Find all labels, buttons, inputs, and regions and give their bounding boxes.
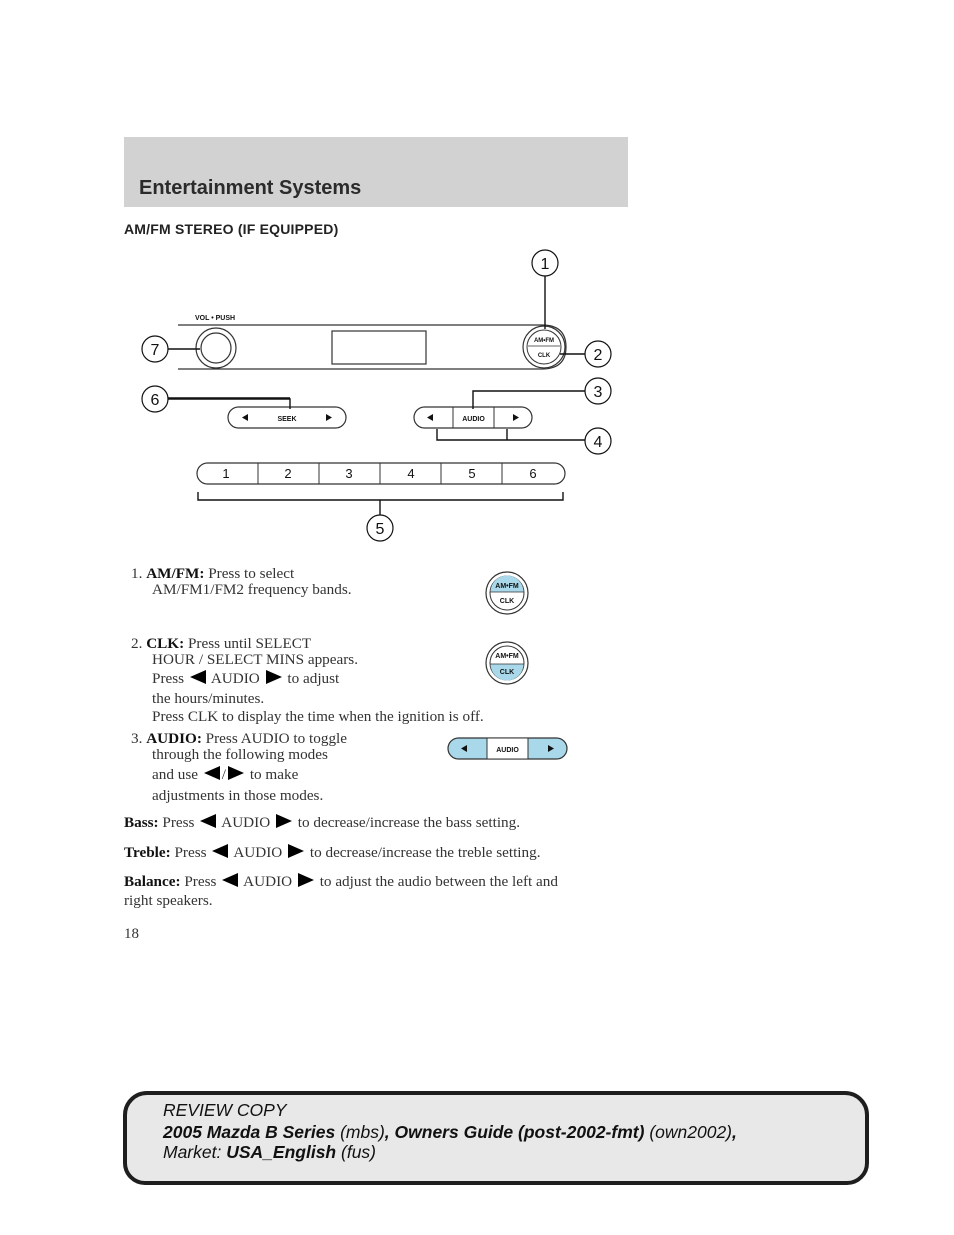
right-arrow-icon	[298, 873, 314, 887]
audio-left-arrow	[427, 414, 433, 421]
preset-bar	[197, 463, 565, 484]
item-audio-term: AUDIO:	[146, 730, 202, 747]
clk-label: CLK	[537, 353, 551, 359]
header-band	[124, 137, 628, 207]
volume-knob	[196, 328, 236, 368]
left-arrow-icon	[222, 873, 238, 887]
left-arrow-icon	[212, 844, 228, 858]
callout-3: 3	[593, 384, 603, 401]
volume-knob-inner	[201, 333, 231, 363]
seek-left-arrow	[242, 414, 248, 421]
clk-button-icon	[484, 641, 532, 687]
section-title: AM/FM STEREO (IF EQUIPPED)	[124, 221, 339, 237]
callout-2: 2	[593, 347, 603, 364]
preset-5: 5	[468, 466, 476, 481]
item-amfm-term: AM/FM:	[146, 565, 205, 582]
review-copy-label: REVIEW COPY	[163, 1100, 287, 1120]
amfm-clk-button	[523, 326, 565, 368]
item-clk-line3: Press AUDIO to adjust	[152, 670, 340, 687]
svg-text:AUDIO: AUDIO	[496, 747, 519, 754]
item-clk-term: CLK:	[146, 635, 185, 652]
amfm-label: AM•FM	[533, 338, 555, 344]
item-clk-line2: HOUR / SELECT MINS appears.	[152, 651, 359, 668]
seek-label: SEEK	[277, 416, 297, 423]
mode-balance-line2: right speakers.	[124, 892, 213, 909]
item-audio-line1: 3. AUDIO: Press AUDIO to toggle	[131, 730, 347, 747]
footer-market-line: Market: USA_English (fus)	[163, 1142, 376, 1162]
left-arrow-icon	[200, 814, 216, 828]
left-arrow-icon	[204, 766, 220, 780]
callout-1: 1	[540, 256, 550, 273]
preset-1: 1	[222, 466, 230, 481]
display-window	[332, 331, 426, 364]
item-audio-line3: and use / to make	[152, 766, 299, 783]
footer-model-line: 2005 Mazda B Series (mbs), Owners Guide (post-2002-fmt) (own2002),	[163, 1122, 737, 1142]
svg-text:CLK: CLK	[499, 598, 515, 605]
audio-label: AUDIO	[462, 416, 485, 423]
preset-2: 2	[284, 466, 292, 481]
item-audio-line2: through the following modes	[152, 746, 328, 763]
item-audio-line4: adjustments in those modes.	[152, 787, 324, 804]
svg-text:AM•FM: AM•FM	[495, 653, 519, 660]
right-arrow-icon	[228, 766, 244, 780]
item-clk-line1: 2. CLK: Press until SELECT	[131, 635, 312, 652]
svg-text:AM•FM: AM•FM	[495, 583, 519, 590]
audio-right-arrow	[513, 414, 519, 421]
amfm-button-icon	[484, 571, 532, 617]
left-arrow-icon	[190, 670, 206, 684]
review-copy-box	[123, 1091, 869, 1185]
right-arrow-icon	[276, 814, 292, 828]
audio-button-icon	[447, 736, 569, 762]
callout-6: 6	[150, 392, 160, 409]
item-clk-line5: Press CLK to display the time when the ignition is off.	[152, 708, 484, 725]
mode-bass: Bass: Press AUDIO to decrease/increase the bass setting.	[124, 814, 521, 831]
right-arrow-icon	[288, 844, 304, 858]
preset-6: 6	[529, 466, 537, 481]
seek-right-arrow	[326, 414, 332, 421]
mode-balance: Balance: Press AUDIO to adjust the audio between the left and	[124, 873, 558, 890]
callout-7: 7	[150, 342, 160, 359]
right-arrow-icon	[266, 670, 282, 684]
page-title: Entertainment Systems	[139, 177, 362, 199]
svg-text:CLK: CLK	[499, 669, 515, 676]
vol-push-label: VOL • PUSH	[195, 315, 236, 322]
mode-treble: Treble: Press AUDIO to decrease/increase the treble setting.	[124, 844, 541, 861]
callout-4: 4	[593, 434, 603, 451]
radio-diagram	[130, 245, 620, 550]
item-clk-line4: the hours/minutes.	[152, 690, 265, 707]
preset-3: 3	[345, 466, 353, 481]
page-number: 18	[124, 926, 139, 942]
item-amfm-line2: AM/FM1/FM2 frequency bands.	[152, 581, 352, 598]
callout-5: 5	[375, 521, 385, 538]
preset-4: 4	[407, 466, 415, 481]
item-amfm-line1: 1. AM/FM: Press to select	[131, 565, 295, 582]
